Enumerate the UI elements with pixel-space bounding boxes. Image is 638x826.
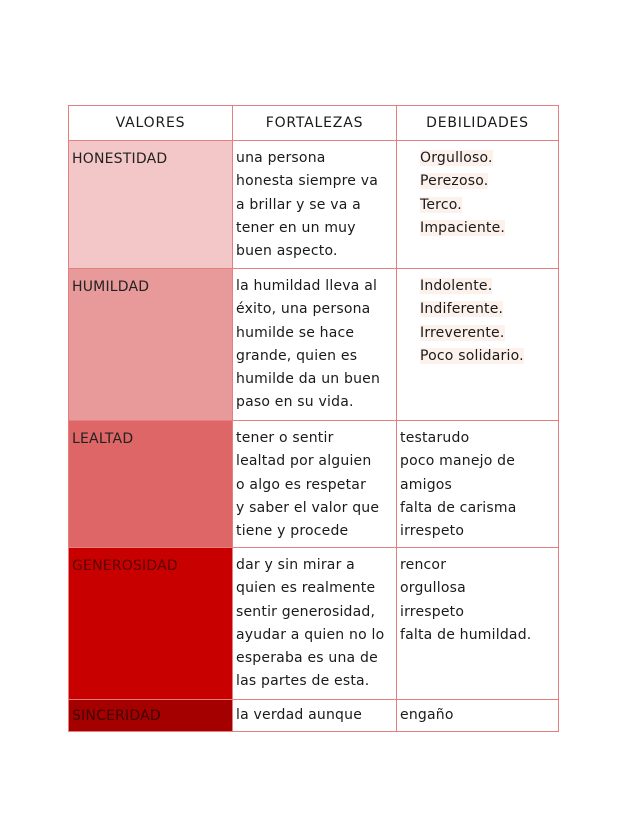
strength-line: tener en un muy: [236, 219, 356, 236]
weakness-line: testarudo: [400, 430, 470, 446]
strength-line: humilde da un buen: [236, 371, 381, 388]
strength-line: una persona: [236, 150, 326, 166]
header-row: [69, 106, 559, 141]
strength-line: honesta siempre va: [236, 173, 379, 190]
weaknesses-cell: [397, 700, 559, 732]
strength-line: humilde se hace: [236, 324, 355, 341]
weakness-line: poco manejo de: [400, 453, 516, 470]
strengths-cell: [233, 141, 397, 269]
strength-line: grande, quien es: [236, 347, 358, 364]
table-row: [69, 421, 559, 548]
table-row: [69, 700, 559, 732]
value-name-cell: [69, 269, 233, 421]
weakness-line: orgullosa: [400, 580, 466, 597]
value-name: GENEROSIDAD: [72, 558, 178, 574]
strength-line: la verdad aunque: [236, 707, 363, 723]
strengths-cell: [233, 700, 397, 732]
weakness-line: amigos: [400, 476, 453, 493]
weakness-line: rencor: [400, 557, 447, 573]
value-name-cell: [69, 421, 233, 548]
strength-line: dar y sin mirar a: [236, 557, 355, 573]
weakness-line: Indolente.: [420, 278, 493, 294]
strengths-cell: [233, 269, 397, 421]
weaknesses-cell: [397, 269, 559, 421]
values-table: [68, 105, 559, 732]
weakness-line: Orgulloso.: [420, 150, 493, 166]
table-row: [69, 141, 559, 269]
weakness-line: falta de carisma: [400, 499, 517, 516]
strength-line: ayudar a quien no lo: [236, 626, 385, 643]
header-debilidades: DEBILIDADES: [397, 106, 559, 141]
value-name: LEALTAD: [72, 431, 134, 447]
weaknesses-cell: [397, 421, 559, 548]
value-name-cell: [69, 548, 233, 700]
strength-line: las partes de esta.: [236, 673, 370, 690]
weakness-line: Poco solidario.: [420, 347, 524, 364]
header-fortalezas: FORTALEZAS: [233, 106, 397, 141]
weakness-line: Indiferente.: [420, 301, 504, 318]
weakness-line: irrespeto: [400, 603, 465, 620]
strength-line: buen aspecto.: [236, 243, 338, 260]
value-name-cell: [69, 141, 233, 269]
strength-line: éxito, una persona: [236, 301, 371, 318]
strength-line: tener o sentir: [236, 430, 334, 446]
weakness-line: engaño: [400, 707, 454, 723]
table-row: [69, 269, 559, 421]
weakness-line: Irreverente.: [420, 324, 505, 341]
strength-line: quien es realmente: [236, 580, 376, 597]
value-name-cell: [69, 700, 233, 732]
weakness-line: Perezoso.: [420, 173, 489, 190]
weakness-line: irrespeto: [400, 523, 465, 540]
strength-line: paso en su vida.: [236, 394, 354, 411]
weakness-line: falta de humildad.: [400, 626, 532, 643]
value-name: HONESTIDAD: [72, 151, 168, 167]
strength-line: tiene y procede: [236, 523, 349, 540]
strengths-cell: [233, 548, 397, 700]
weakness-line: Impaciente.: [420, 219, 506, 236]
strengths-cell: [233, 421, 397, 548]
strength-line: o algo es respetar: [236, 476, 367, 493]
strength-line: y saber el valor que: [236, 499, 380, 516]
strength-line: esperaba es una de: [236, 650, 378, 667]
header-valores: VALORES: [69, 106, 233, 141]
table-row: [69, 548, 559, 700]
strength-line: a brillar y se va a: [236, 196, 361, 213]
weaknesses-cell: [397, 548, 559, 700]
weaknesses-cell: [397, 141, 559, 269]
strength-line: la humildad lleva al: [236, 278, 378, 294]
strength-line: sentir generosidad,: [236, 603, 376, 620]
value-name: SINCERIDAD: [72, 708, 161, 724]
strength-line: lealtad por alguien: [236, 453, 372, 470]
value-name: HUMILDAD: [72, 279, 150, 295]
weakness-line: Terco.: [420, 196, 462, 213]
